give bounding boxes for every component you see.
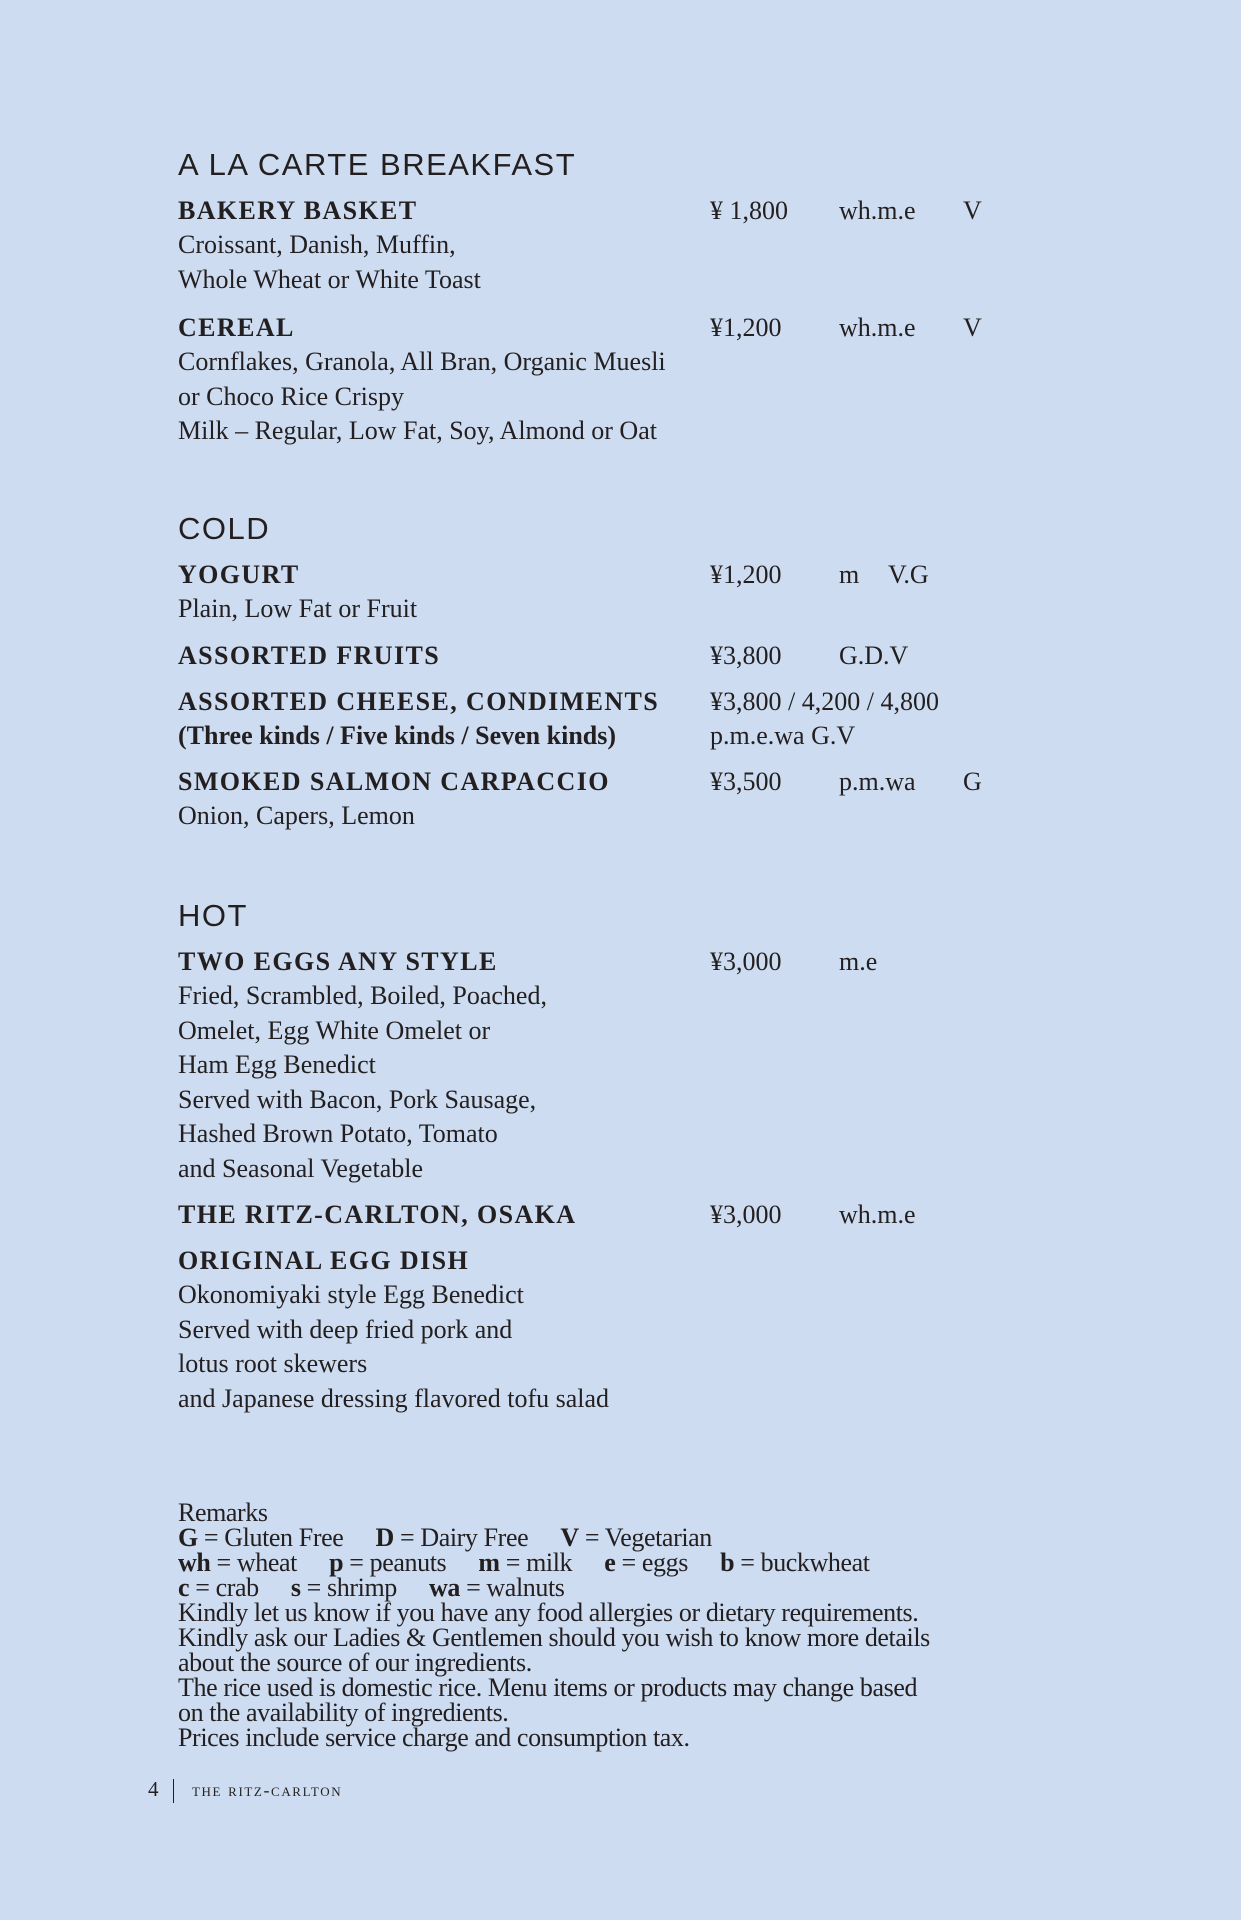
item-diet-codes: V.G (888, 560, 929, 589)
item-diet-codes: V (963, 313, 982, 342)
legend-line-seafood-nuts (178, 1575, 1178, 1600)
menu-item-two-eggs-any-style (178, 945, 1178, 1186)
remarks-block (178, 1500, 1178, 1750)
menu-item-assorted-fruits (178, 639, 1178, 673)
legend-key: b (720, 1548, 735, 1577)
item-name: BAKERY BASKET (178, 196, 418, 225)
remarks-note: Kindly let us know if you have any food allergies or dietary requirements. (178, 1598, 919, 1627)
item-description-line: and Japanese dressing flavored tofu salad (178, 1383, 610, 1413)
section-hot (178, 897, 1178, 1424)
page-footer (148, 1776, 342, 1803)
legend-line-allergens (178, 1550, 1178, 1575)
item-price: ¥3,000 (710, 947, 782, 976)
item-name: SMOKED SALMON CARPACCIO (178, 766, 610, 796)
page-number: 4 (148, 1777, 159, 1801)
footer-divider (173, 1779, 175, 1803)
item-price: ¥1,200 (710, 313, 782, 342)
item-description-line: Croissant, Danish, Muffin, (178, 230, 456, 259)
item-allergen-codes: m.e (839, 947, 878, 976)
section-a-la-carte-breakfast (178, 146, 1178, 457)
legend-key: c (178, 1573, 190, 1602)
item-allergen-codes: p.m.wa (839, 766, 916, 796)
item-allergen-codes: wh.m.e (839, 313, 916, 342)
legend-value: = walnuts (459, 1573, 565, 1602)
item-description-line: and Seasonal Vegetable (178, 1153, 423, 1183)
item-description-line: Onion, Capers, Lemon (178, 800, 415, 830)
item-name: ASSORTED FRUITS (178, 640, 441, 670)
item-price: ¥ 1,800 (710, 196, 788, 225)
item-price: ¥3,500 (710, 766, 782, 796)
legend-line-diet (178, 1525, 1178, 1550)
item-description-line: Hashed Brown Potato, Tomato (178, 1119, 498, 1148)
legend-key: s (290, 1573, 301, 1602)
item-allergen-codes: G.D.V (839, 640, 909, 670)
legend-entry (720, 1548, 870, 1577)
item-allergen-codes: wh.m.e (839, 1200, 916, 1229)
item-subtitle: (Three kinds / Five kinds / Seven kinds) (178, 720, 617, 750)
item-description-line: Cornflakes, Granola, All Bran, Organic Muesli (178, 347, 666, 376)
menu-item-bakery-basket (178, 194, 1178, 297)
item-name: ASSORTED CHEESE, CONDIMENTS (178, 686, 660, 716)
item-description-line: Okonomiyaki style Egg Benedict (178, 1280, 524, 1309)
menu-item-ritz-carlton-original-egg-dish (178, 1198, 1178, 1416)
section-title: HOT (178, 898, 248, 933)
item-diet-codes: G (963, 766, 982, 796)
item-name: TWO EGGS ANY STYLE (178, 947, 498, 976)
menu-item-smoked-salmon-carpaccio (178, 765, 1178, 834)
legend-value: = Dairy Free (393, 1523, 529, 1552)
legend-value: = buckwheat (734, 1548, 870, 1577)
legend-value: = milk (499, 1548, 573, 1577)
item-subtitle: ORIGINAL EGG DISH (178, 1246, 470, 1275)
item-name: THE RITZ-CARLTON, OSAKA (178, 1200, 577, 1229)
legend-key: G (178, 1523, 198, 1552)
item-price: ¥3,000 (710, 1200, 782, 1229)
remarks-note: Prices include service charge and consumption tax. (178, 1723, 690, 1752)
item-description-line: Served with Bacon, Pork Sausage, (178, 1084, 537, 1114)
item-allergen-codes: wh.m.e (839, 196, 916, 225)
item-description-line: Omelet, Egg White Omelet or (178, 1015, 491, 1045)
item-description-line: Plain, Low Fat or Fruit (178, 594, 418, 623)
legend-value: = peanuts (343, 1548, 447, 1577)
item-diet-codes: V (963, 196, 982, 225)
menu-item-assorted-cheese (178, 685, 1178, 753)
section-title: COLD (178, 511, 271, 546)
item-description-line: Whole Wheat or White Toast (178, 264, 481, 294)
item-price: ¥1,200 (710, 560, 782, 589)
remarks-note: about the source of our ingredients. (178, 1648, 532, 1677)
remarks-title: Remarks (178, 1498, 268, 1527)
legend-key: wh (178, 1548, 211, 1577)
item-description-line: or Choco Rice Crispy (178, 381, 405, 411)
remarks-note: on the availability of ingredients. (178, 1698, 509, 1727)
legend-value: = crab (189, 1573, 259, 1602)
item-description-line: Fried, Scrambled, Boiled, Poached, (178, 981, 547, 1010)
item-name: CEREAL (178, 313, 295, 342)
item-price: ¥3,800 / 4,200 / 4,800 (710, 686, 939, 716)
item-description-line: Milk – Regular, Low Fat, Soy, Almond or Oat (178, 416, 657, 445)
item-name: YOGURT (178, 560, 300, 589)
item-allergen-codes: p.m.e.wa G.V (710, 720, 856, 750)
legend-key: V (560, 1523, 579, 1552)
legend-key: e (604, 1548, 616, 1577)
legend-key: p (329, 1548, 344, 1577)
menu-item-cereal (178, 311, 1178, 449)
legend-entry (604, 1548, 688, 1577)
item-allergen-codes: m (839, 560, 860, 589)
item-description-line: lotus root skewers (178, 1349, 368, 1378)
legend-key: m (478, 1548, 500, 1577)
menu-item-yogurt (178, 558, 1178, 627)
section-cold (178, 510, 1178, 841)
legend-value: = wheat (210, 1548, 297, 1577)
legend-value: = eggs (615, 1548, 688, 1577)
legend-value: = Vegetarian (578, 1523, 712, 1552)
item-description-line: Ham Egg Benedict (178, 1050, 376, 1079)
remarks-note: The rice used is domestic rice. Menu items or products may change based (178, 1673, 918, 1702)
footer-brand: the ritz-carlton (192, 1780, 343, 1800)
remarks-note: Kindly ask our Ladies & Gentlemen should you wish to know more details (178, 1623, 930, 1652)
legend-key: D (375, 1523, 394, 1552)
section-title: A LA CARTE BREAKFAST (178, 147, 577, 182)
legend-value: = shrimp (300, 1573, 397, 1602)
legend-key: wa (428, 1573, 460, 1602)
item-price: ¥3,800 (710, 640, 782, 670)
legend-value: = Gluten Free (197, 1523, 344, 1552)
item-description-line: Served with deep fried pork and (178, 1314, 513, 1344)
